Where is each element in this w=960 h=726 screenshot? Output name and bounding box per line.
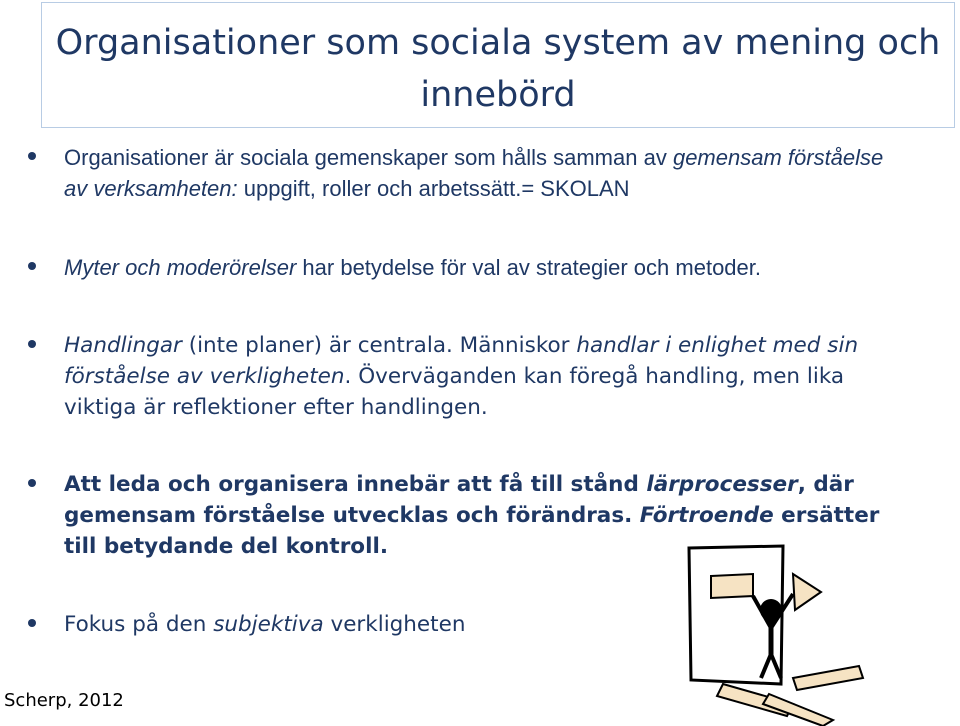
- emphasized-text: Handlingar: [64, 333, 182, 358]
- bullet-text: [64, 330, 904, 423]
- text-segment: uppgift, roller och arbetssätt.= SKOLAN: [237, 176, 630, 201]
- bullet-text: [64, 252, 904, 283]
- source-citation: Scherp, 2012: [4, 690, 124, 711]
- emphasized-text: gemensam förståelse av verksamheten:: [64, 145, 884, 201]
- text-segment: (inte planer) är centrala. Människor: [181, 333, 577, 358]
- bullet-text: [64, 142, 904, 204]
- title-box: [41, 2, 955, 128]
- bullet-dot: [28, 152, 36, 160]
- bullet-dot: [28, 619, 36, 627]
- emphasized-text: handlar i enlighet med sin förståelse av verkligheten: [64, 333, 859, 389]
- stick-figure-illustration-icon: [683, 544, 873, 726]
- text-segment: Organisationer är sociala gemenskaper som hålls samman av: [64, 145, 673, 170]
- slide-title: Organisationer som sociala system av mening och innebörd: [55, 23, 941, 115]
- text-segment: . Överväganden kan föregå handling, men lika viktiga är reflektioner efter handlingen.: [64, 364, 845, 420]
- text-segment: Fokus på den: [64, 612, 214, 637]
- text-segment: verkligheten: [323, 612, 466, 637]
- emphasized-text: subjektiva: [213, 612, 324, 637]
- text-segment: har betydelse för val av strategier och metoder.: [296, 255, 761, 280]
- bullet-dot: [28, 340, 36, 348]
- bullet-dot: [28, 479, 36, 487]
- emphasized-text: Myter och moderörelser: [64, 255, 297, 280]
- text-segment: Att leda och organisera innebär att få till stånd: [64, 472, 647, 497]
- bullet-dot: [28, 262, 36, 270]
- emphasized-text: lärprocesser: [646, 472, 798, 497]
- text-segment: ersätter till betydande del kontroll.: [64, 503, 880, 559]
- text-segment: , där gemensam förståelse utvecklas och förändras.: [64, 472, 854, 528]
- emphasized-text: Förtroende: [639, 503, 774, 528]
